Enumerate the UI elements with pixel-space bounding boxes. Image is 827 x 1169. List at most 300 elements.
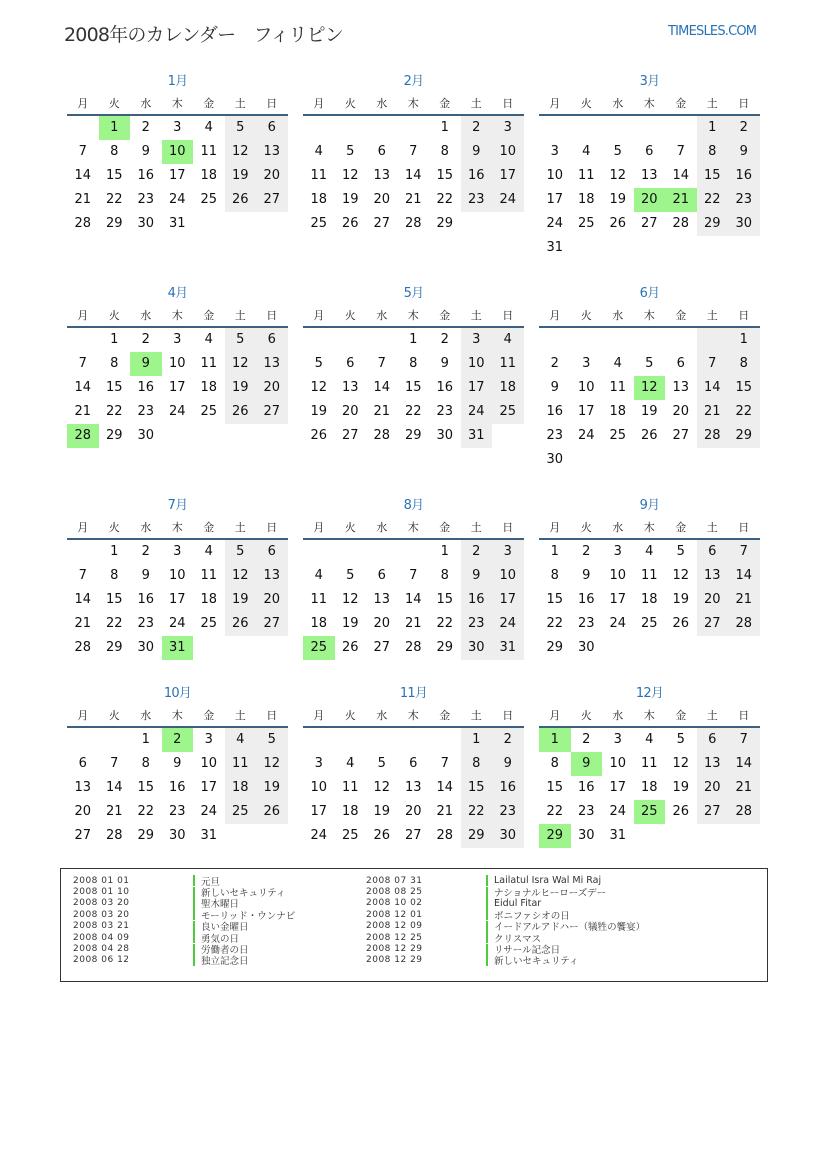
weekday-header <box>67 304 288 328</box>
day-cell: 12 <box>341 592 359 607</box>
weekday-label: 日 <box>266 709 278 722</box>
holiday-date: 2008 12 01 <box>366 909 423 920</box>
weekday-label: 月 <box>549 709 561 722</box>
weekday-label: 火 <box>108 709 120 722</box>
day-cell: 11 <box>492 352 524 376</box>
holiday-marker <box>486 955 488 966</box>
day-cell: 25 <box>609 428 627 443</box>
day-cell: 30 <box>168 828 186 843</box>
holiday-name: 新しいセキュリティ <box>494 956 579 968</box>
weekday-label: 月 <box>313 97 325 110</box>
weekday-label: 木 <box>171 709 183 722</box>
empty-cell <box>335 728 367 752</box>
day-cell: 13 <box>404 780 422 795</box>
weekday-label: 日 <box>266 521 278 534</box>
day-cell: 29 <box>105 640 123 655</box>
day-cell: 20 <box>634 188 666 212</box>
day-grid <box>303 728 524 848</box>
weekday-label: 火 <box>344 521 356 534</box>
day-cell: 30 <box>137 428 155 443</box>
day-cell: 26 <box>341 640 359 655</box>
day-cell: 28 <box>404 216 422 231</box>
day-cell: 14 <box>728 564 760 588</box>
weekday-label: 土 <box>706 309 718 322</box>
weekday-label: 金 <box>675 521 687 534</box>
day-cell: 20 <box>373 616 391 631</box>
weekday-label: 火 <box>580 521 592 534</box>
day-cell: 22 <box>546 616 564 631</box>
weekday-label: 火 <box>580 97 592 110</box>
day-cell: 7 <box>78 568 87 583</box>
day-cell: 31 <box>492 636 524 660</box>
day-cell: 19 <box>609 192 627 207</box>
day-grid <box>539 328 760 472</box>
day-cell: 21 <box>697 400 729 424</box>
day-cell: 8 <box>550 756 559 771</box>
day-cell: 20 <box>697 776 729 800</box>
day-cell: 2 <box>141 332 150 347</box>
weekday-label: 土 <box>706 709 718 722</box>
weekday-label: 日 <box>738 521 750 534</box>
day-cell: 4 <box>225 728 257 752</box>
day-cell: 16 <box>137 380 155 395</box>
day-cell: 5 <box>346 144 355 159</box>
month-name: 8月 <box>403 498 424 513</box>
day-cell: 30 <box>492 824 524 848</box>
day-cell: 1 <box>110 544 119 559</box>
day-cell: 26 <box>225 400 257 424</box>
day-cell: 3 <box>550 144 559 159</box>
day-cell: 27 <box>341 428 359 443</box>
day-cell: 5 <box>256 728 288 752</box>
day-cell: 11 <box>225 752 257 776</box>
day-cell: 28 <box>373 428 391 443</box>
day-cell: 27 <box>256 612 288 636</box>
day-cell: 17 <box>200 780 218 795</box>
day-cell: 6 <box>256 540 288 564</box>
holiday-date: 2008 06 12 <box>73 955 130 966</box>
holiday-marker <box>486 932 488 943</box>
holiday-marker <box>486 944 488 955</box>
day-cell: 15 <box>404 380 422 395</box>
day-cell: 24 <box>200 804 218 819</box>
month-name: 5月 <box>403 286 424 301</box>
holiday-name: 勇気の日 <box>201 933 240 945</box>
day-cell: 28 <box>672 216 690 231</box>
day-cell: 3 <box>461 328 493 352</box>
day-cell: 15 <box>546 780 564 795</box>
day-cell: 20 <box>697 588 729 612</box>
holiday-name: Lailatul Isra Wal Mi Raj <box>494 875 602 887</box>
day-cell: 14 <box>74 168 92 183</box>
holiday-marker <box>193 955 195 966</box>
weekday-label: 水 <box>612 709 624 722</box>
weekday-label: 月 <box>313 521 325 534</box>
day-cell: 28 <box>67 424 99 448</box>
day-cell: 1 <box>440 544 449 559</box>
day-cell: 21 <box>105 804 123 819</box>
month-name: 9月 <box>639 498 660 513</box>
weekday-label: 金 <box>675 709 687 722</box>
day-cell: 27 <box>640 216 658 231</box>
day-cell: 15 <box>105 380 123 395</box>
day-cell: 1 <box>697 116 729 140</box>
day-cell: 2 <box>728 116 760 140</box>
day-cell: 13 <box>256 352 288 376</box>
day-cell: 5 <box>613 144 622 159</box>
day-cell: 22 <box>436 192 454 207</box>
day-cell: 3 <box>613 732 622 747</box>
day-cell: 11 <box>310 592 328 607</box>
day-cell: 18 <box>310 616 328 631</box>
day-cell: 4 <box>314 568 323 583</box>
day-cell: 16 <box>577 780 595 795</box>
empty-cell <box>398 116 430 140</box>
day-cell: 8 <box>550 568 559 583</box>
day-cell: 13 <box>640 168 658 183</box>
day-grid <box>67 728 288 848</box>
day-cell: 12 <box>256 752 288 776</box>
weekday-label: 火 <box>344 309 356 322</box>
day-cell: 8 <box>110 568 119 583</box>
day-cell: 13 <box>697 752 729 776</box>
holiday-date: 2008 03 20 <box>73 898 130 909</box>
day-cell: 15 <box>546 592 564 607</box>
month-name: 10月 <box>163 686 192 701</box>
day-cell: 12 <box>310 380 328 395</box>
day-cell: 29 <box>105 216 123 231</box>
weekday-header <box>67 704 288 728</box>
month-8 <box>303 496 524 660</box>
holiday-date: 2008 04 09 <box>73 932 130 943</box>
day-cell: 5 <box>676 544 685 559</box>
weekday-label: 月 <box>313 309 325 322</box>
weekday-label: 月 <box>77 709 89 722</box>
day-cell: 12 <box>373 780 391 795</box>
empty-cell <box>366 728 398 752</box>
empty-cell <box>67 328 99 352</box>
weekday-label: 金 <box>203 521 215 534</box>
weekday-label: 木 <box>643 521 655 534</box>
day-cell: 4 <box>204 544 213 559</box>
holiday-marker <box>193 887 195 898</box>
empty-cell <box>366 540 398 564</box>
day-cell: 6 <box>676 356 685 371</box>
weekday-label: 土 <box>706 521 718 534</box>
empty-cell <box>634 328 666 352</box>
day-cell: 26 <box>373 828 391 843</box>
day-cell: 9 <box>461 140 493 164</box>
day-cell: 7 <box>728 728 760 752</box>
day-cell: 21 <box>74 192 92 207</box>
day-cell: 14 <box>697 376 729 400</box>
weekday-header <box>303 92 524 116</box>
day-cell: 14 <box>728 752 760 776</box>
day-cell: 6 <box>409 756 418 771</box>
day-cell: 11 <box>200 568 218 583</box>
empty-cell <box>303 328 335 352</box>
day-cell: 16 <box>137 592 155 607</box>
month-name: 3月 <box>639 74 660 89</box>
weekday-label: 水 <box>612 309 624 322</box>
day-cell: 21 <box>74 616 92 631</box>
day-cell: 17 <box>492 164 524 188</box>
day-cell: 25 <box>200 616 218 631</box>
day-cell: 15 <box>728 376 760 400</box>
weekday-header <box>303 704 524 728</box>
weekday-label: 日 <box>738 309 750 322</box>
weekday-label: 木 <box>171 97 183 110</box>
holiday-date: 2008 10 02 <box>366 898 423 909</box>
legend-row <box>366 955 645 966</box>
day-cell: 31 <box>162 636 194 660</box>
day-cell: 18 <box>310 192 328 207</box>
holiday-date: 2008 07 31 <box>366 875 423 886</box>
legend-row <box>73 886 295 900</box>
month-name: 7月 <box>167 498 188 513</box>
day-cell: 7 <box>110 756 119 771</box>
weekday-label: 月 <box>77 97 89 110</box>
empty-cell <box>602 328 634 352</box>
empty-cell <box>602 116 634 140</box>
empty-cell <box>665 328 697 352</box>
holiday-marker <box>193 898 195 909</box>
day-cell: 22 <box>137 804 155 819</box>
page-title: 2008年のカレンダー フィリピン <box>64 24 343 46</box>
holiday-marker <box>486 898 488 909</box>
day-cell: 1 <box>141 732 150 747</box>
holiday-marker <box>193 909 195 920</box>
day-cell: 1 <box>550 544 559 559</box>
day-cell: 18 <box>577 192 595 207</box>
month-name: 1月 <box>167 74 188 89</box>
day-cell: 17 <box>168 592 186 607</box>
day-cell: 30 <box>137 640 155 655</box>
day-cell: 13 <box>256 140 288 164</box>
holiday-marker <box>486 875 488 886</box>
day-cell: 6 <box>346 356 355 371</box>
day-cell: 9 <box>173 756 182 771</box>
day-cell: 24 <box>168 404 186 419</box>
day-cell: 15 <box>436 592 454 607</box>
day-cell: 11 <box>200 144 218 159</box>
weekday-label: 木 <box>643 309 655 322</box>
day-cell: 9 <box>550 380 559 395</box>
day-cell: 13 <box>373 168 391 183</box>
empty-cell <box>539 328 571 352</box>
day-cell: 27 <box>373 640 391 655</box>
day-cell: 7 <box>377 356 386 371</box>
day-cell: 23 <box>728 188 760 212</box>
day-cell: 21 <box>728 588 760 612</box>
day-cell: 13 <box>697 564 729 588</box>
month-name: 6月 <box>639 286 660 301</box>
weekday-label: 火 <box>108 521 120 534</box>
weekday-header <box>67 516 288 540</box>
day-cell: 14 <box>672 168 690 183</box>
holiday-name: 労働者の日 <box>201 945 249 957</box>
day-cell: 10 <box>609 568 627 583</box>
day-cell: 23 <box>461 612 493 636</box>
day-cell: 14 <box>436 780 454 795</box>
weekday-label: 水 <box>376 709 388 722</box>
day-cell: 12 <box>672 756 690 771</box>
weekday-label: 火 <box>108 97 120 110</box>
day-cell: 2 <box>440 332 449 347</box>
day-cell: 10 <box>546 168 564 183</box>
weekday-label: 土 <box>234 709 246 722</box>
holiday-name: リサール記念日 <box>494 945 561 957</box>
day-cell: 7 <box>409 568 418 583</box>
day-cell: 22 <box>436 616 454 631</box>
weekday-label: 土 <box>470 97 482 110</box>
day-cell: 17 <box>609 780 627 795</box>
weekday-label: 土 <box>706 97 718 110</box>
day-cell: 15 <box>461 776 493 800</box>
empty-cell <box>303 728 335 752</box>
day-cell: 16 <box>137 168 155 183</box>
day-grid <box>539 728 760 848</box>
day-cell: 7 <box>697 352 729 376</box>
weekday-label: 土 <box>470 521 482 534</box>
day-cell: 1 <box>461 728 493 752</box>
day-cell: 28 <box>728 800 760 824</box>
day-cell: 5 <box>225 540 257 564</box>
holiday-date: 2008 04 28 <box>73 944 130 955</box>
weekday-label: 月 <box>313 709 325 722</box>
day-grid <box>303 116 524 236</box>
day-cell: 6 <box>377 144 386 159</box>
day-cell: 17 <box>168 168 186 183</box>
day-cell: 19 <box>256 776 288 800</box>
weekday-label: 木 <box>171 521 183 534</box>
weekday-label: 木 <box>643 97 655 110</box>
holiday-name: ボニファシオの日 <box>494 910 570 922</box>
day-cell: 31 <box>546 240 564 255</box>
month-6 <box>539 284 760 472</box>
day-cell: 27 <box>697 800 729 824</box>
day-cell: 24 <box>492 188 524 212</box>
day-grid <box>539 540 760 660</box>
day-cell: 1 <box>539 728 571 752</box>
empty-cell <box>571 328 603 352</box>
day-cell: 7 <box>409 144 418 159</box>
day-cell: 18 <box>640 592 658 607</box>
day-cell: 17 <box>492 588 524 612</box>
weekday-label: 月 <box>549 309 561 322</box>
legend-row <box>73 955 295 966</box>
weekday-label: 水 <box>140 709 152 722</box>
legend-column <box>73 875 295 966</box>
holiday-date: 2008 12 25 <box>366 932 423 943</box>
day-cell: 19 <box>225 588 257 612</box>
month-name: 11月 <box>399 686 428 701</box>
day-cell: 15 <box>697 164 729 188</box>
day-cell: 19 <box>225 376 257 400</box>
weekday-label: 火 <box>344 97 356 110</box>
day-cell: 18 <box>341 804 359 819</box>
holiday-name: 独立記念日 <box>201 956 249 968</box>
empty-cell <box>335 116 367 140</box>
holiday-marker <box>486 887 488 898</box>
day-cell: 20 <box>74 804 92 819</box>
day-cell: 7 <box>78 144 87 159</box>
holiday-legend <box>60 868 768 982</box>
day-cell: 30 <box>436 428 454 443</box>
day-cell: 19 <box>640 404 658 419</box>
day-grid <box>67 116 288 236</box>
day-cell: 29 <box>539 824 571 848</box>
day-cell: 10 <box>492 564 524 588</box>
weekday-label: 土 <box>470 309 482 322</box>
month-12 <box>539 684 760 848</box>
day-cell: 2 <box>461 116 493 140</box>
day-cell: 19 <box>341 616 359 631</box>
weekday-label: 水 <box>376 97 388 110</box>
weekday-label: 火 <box>580 309 592 322</box>
day-cell: 9 <box>461 564 493 588</box>
day-cell: 28 <box>105 828 123 843</box>
day-cell: 27 <box>256 400 288 424</box>
day-cell: 13 <box>341 380 359 395</box>
legend-row <box>366 886 645 900</box>
weekday-label: 日 <box>502 521 514 534</box>
day-cell: 23 <box>137 616 155 631</box>
day-cell: 15 <box>436 168 454 183</box>
day-cell: 30 <box>546 452 564 467</box>
day-cell: 17 <box>461 376 493 400</box>
weekday-label: 水 <box>376 521 388 534</box>
day-cell: 9 <box>141 568 150 583</box>
day-cell: 22 <box>728 400 760 424</box>
legend-row <box>73 943 295 957</box>
day-cell: 28 <box>697 424 729 448</box>
day-cell: 5 <box>346 568 355 583</box>
day-cell: 24 <box>546 216 564 231</box>
day-cell: 1 <box>99 116 131 140</box>
day-cell: 27 <box>373 216 391 231</box>
day-cell: 18 <box>609 404 627 419</box>
month-name: 2月 <box>403 74 424 89</box>
day-cell: 4 <box>582 144 591 159</box>
day-cell: 18 <box>640 780 658 795</box>
day-cell: 11 <box>310 168 328 183</box>
day-cell: 21 <box>74 404 92 419</box>
day-cell: 19 <box>672 780 690 795</box>
site-logo[interactable]: TIMESLES.COM <box>668 24 757 39</box>
day-cell: 20 <box>404 804 422 819</box>
day-cell: 25 <box>200 404 218 419</box>
weekday-label: 金 <box>439 521 451 534</box>
day-cell: 16 <box>728 164 760 188</box>
weekday-label: 木 <box>407 521 419 534</box>
day-cell: 3 <box>582 356 591 371</box>
day-cell: 12 <box>672 568 690 583</box>
weekday-label: 金 <box>203 309 215 322</box>
day-cell: 21 <box>436 804 454 819</box>
weekday-header <box>539 304 760 328</box>
day-cell: 12 <box>609 168 627 183</box>
weekday-header <box>303 516 524 540</box>
holiday-marker <box>193 921 195 932</box>
day-cell: 25 <box>303 636 335 660</box>
day-cell: 23 <box>168 804 186 819</box>
empty-cell <box>303 540 335 564</box>
day-cell: 29 <box>404 428 422 443</box>
holiday-name: クリスマス <box>494 933 542 945</box>
month-1 <box>67 72 288 236</box>
day-cell: 5 <box>225 116 257 140</box>
